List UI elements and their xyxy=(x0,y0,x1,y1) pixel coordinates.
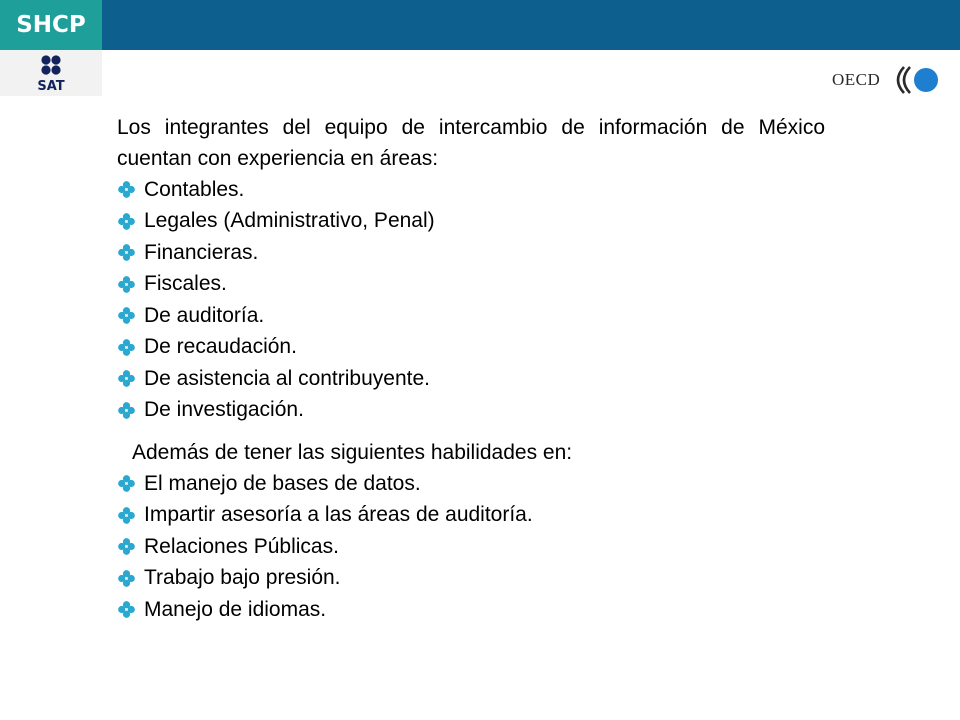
list-item-text: El manejo de bases de datos. xyxy=(144,471,421,495)
list-item xyxy=(117,500,825,532)
list-item-text: Manejo de idiomas. xyxy=(144,597,327,621)
skills-list xyxy=(117,468,825,626)
list-item xyxy=(117,206,825,238)
list-item-text: De auditoría. xyxy=(144,303,265,327)
list-item-text: Trabajo bajo presión. xyxy=(144,566,341,590)
diamond-bullet-icon xyxy=(117,506,136,525)
diamond-bullet-icon xyxy=(117,338,136,357)
list-item xyxy=(117,468,825,500)
oecd-logo xyxy=(832,62,944,98)
list-item xyxy=(117,332,825,364)
slide-content xyxy=(117,112,825,626)
experience-list xyxy=(117,174,825,426)
shcp-logo-text: SHCP xyxy=(16,12,86,38)
list-item-text: Legales (Administrativo, Penal) xyxy=(144,209,435,233)
list-item xyxy=(117,300,825,332)
diamond-bullet-icon xyxy=(117,306,136,325)
header-bar xyxy=(0,0,960,50)
diamond-bullet-icon xyxy=(117,180,136,199)
list-item xyxy=(117,563,825,595)
list-item xyxy=(117,237,825,269)
list-item-text: Fiscales. xyxy=(144,272,227,296)
list-item xyxy=(117,531,825,563)
list-item-text: Relaciones Públicas. xyxy=(144,534,339,558)
intro-paragraph: Los integrantes del equipo de intercambio de información de México cuentan con experiencia en áreas: xyxy=(117,116,825,170)
list-item xyxy=(117,363,825,395)
list-item-text: Contables. xyxy=(144,177,245,201)
skills-heading: Además de tener las siguientes habilidades en: xyxy=(132,441,573,464)
oecd-emblem-icon xyxy=(886,64,942,98)
diamond-bullet-icon xyxy=(117,569,136,588)
diamond-bullet-icon xyxy=(117,275,136,294)
diamond-bullet-icon xyxy=(117,537,136,556)
diamond-bullet-icon xyxy=(117,474,136,493)
list-item-text: De asistencia al contribuyente. xyxy=(144,366,430,390)
list-item-text: Financieras. xyxy=(144,240,259,264)
diamond-bullet-icon xyxy=(117,600,136,619)
diamond-bullet-icon xyxy=(117,401,136,420)
list-item xyxy=(117,174,825,206)
list-item xyxy=(117,269,825,301)
shcp-logo xyxy=(0,0,102,50)
list-item-text: De investigación. xyxy=(144,398,304,422)
list-item-text: Impartir asesoría a las áreas de auditoría. xyxy=(144,503,533,527)
list-item xyxy=(117,395,825,427)
diamond-bullet-icon xyxy=(117,369,136,388)
oecd-logo-text: OECD xyxy=(832,70,881,89)
list-item xyxy=(117,594,825,626)
diamond-bullet-icon xyxy=(117,212,136,231)
list-item-text: De recaudación. xyxy=(144,335,297,359)
diamond-bullet-icon xyxy=(117,243,136,262)
sat-logo-text: SAT xyxy=(37,79,65,94)
